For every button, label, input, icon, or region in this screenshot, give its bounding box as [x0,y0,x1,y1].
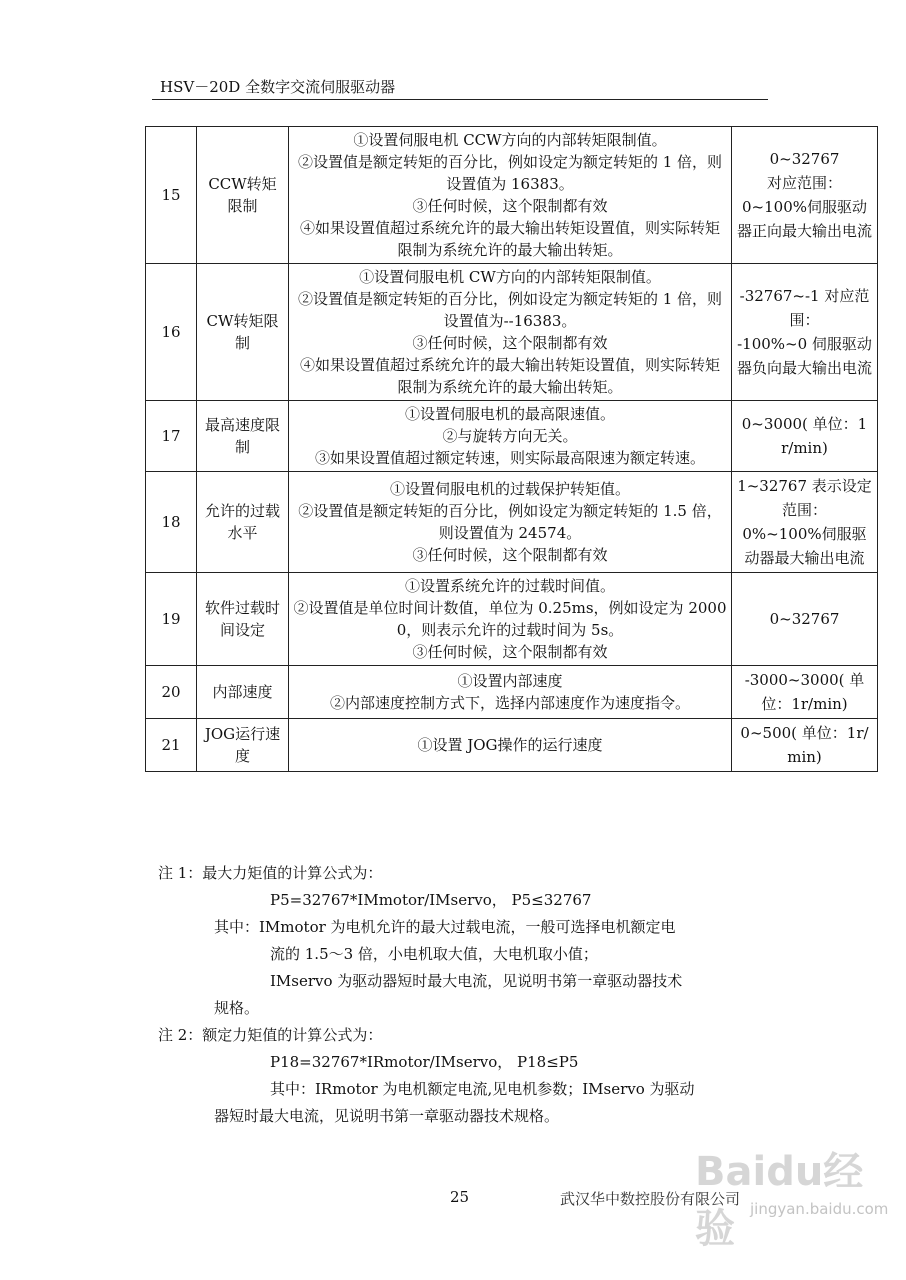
range-line: 0%~100%伺服驱动器最大输出电流 [742,525,867,567]
parameter-table-body [146,127,878,772]
description-line: ②与旋转方向无关。 [442,427,578,445]
note2-explanation-line1: 其中：IRmotor 为电机额定电流,见电机参数；IMservo 为驱动 [270,1080,695,1098]
watermark-logo: Baidu经验 [695,1149,864,1252]
description-line: ②设置值是单位时间计数值，单位为 0.25ms，例如设定为 20000，则表示允许的过载时间为 5s。 [293,599,727,639]
range-line: 1~32767 表示设定范围： [737,477,872,519]
range-line: 0~32767 [769,150,840,168]
param-name: CCW转矩限制 [197,127,289,264]
description-line: ②设置值是额定转矩的百分比，例如设定为额定转矩的 1.5 倍，则设置值为 24574。 [298,502,722,542]
param-description [289,719,732,772]
description-line: ①设置伺服电机的最高限速值。 [404,405,615,423]
param-number: 21 [146,719,197,772]
range-line: 0~32767 [769,610,840,628]
watermark-url: jingyan.baidu.com [750,1200,889,1218]
description-line: ③任何时候，这个限制都有效 [412,643,608,661]
param-description [289,264,732,401]
company-name: 武汉华中数控股份有限公司 [560,1190,741,1208]
param-name: JOG运行速度 [197,719,289,772]
note1-label: 注 1：最大力矩值的计算公式为： [158,864,383,882]
param-range [732,264,878,401]
note1-explanation-line1: 其中：IMmotor 为电机允许的最大过载电流，一般可选择电机额定电 [214,918,676,936]
description-line: ①设置伺服电机的过载保护转矩值。 [389,480,630,498]
description-line: ①设置伺服电机 CW方向的内部转矩限制值。 [359,268,661,286]
param-description [289,573,732,666]
param-number: 19 [146,573,197,666]
param-description [289,127,732,264]
param-description [289,666,732,719]
range-line: 0~500( 单位：1r/min) [740,724,869,766]
range-line: -100%~0 伺服驱动器负向最大输出电流 [736,335,872,377]
param-range [732,666,878,719]
param-range [732,401,878,472]
range-line: 0~100%伺服驱动器正向最大输出电流 [736,198,872,240]
description-line: ①设置内部速度 [457,672,563,690]
param-range [732,472,878,573]
description-line: ③任何时候，这个限制都有效 [412,197,608,215]
description-line: ③任何时候，这个限制都有效 [412,546,608,564]
table-row [146,264,878,401]
param-number: 15 [146,127,197,264]
description-line: ①设置伺服电机 CCW方向的内部转矩限制值。 [353,131,667,149]
param-number: 17 [146,401,197,472]
table-row [146,401,878,472]
description-line: ①设置系统允许的过载时间值。 [404,577,615,595]
parameter-table [145,126,878,772]
param-name: 允许的过载水平 [197,472,289,573]
notes-section [158,860,768,1130]
note1-formula: P5=32767*IMmotor/IMservo， P5≤32767 [270,891,592,909]
range-line: -3000~3000( 单位：1r/min) [744,671,865,713]
table-row [146,666,878,719]
param-name: 内部速度 [197,666,289,719]
description-line: ②设置值是额定转矩的百分比，例如设定为额定转矩的 1 倍，则设置值为--16383。 [297,290,723,330]
param-range [732,719,878,772]
header-divider [152,99,768,100]
param-number: 16 [146,264,197,401]
description-line: ③任何时候，这个限制都有效 [412,334,608,352]
note2-explanation-line2: 器短时最大电流，见说明书第一章驱动器技术规格。 [214,1107,560,1125]
document-header-title: HSV－20D 全数字交流伺服驱动器 [160,78,396,96]
param-name: 软件过载时间设定 [197,573,289,666]
note1-explanation-line3: IMservo 为驱动器短时最大电流，见说明书第一章驱动器技术 [270,972,683,990]
table-row [146,472,878,573]
description-line: ④如果设置值超过系统允许的最大输出转矩设置值，则实际转矩限制为系统允许的最大输出转矩。 [299,356,720,396]
table-row [146,719,878,772]
param-name: 最高速度限制 [197,401,289,472]
param-description [289,401,732,472]
param-number: 20 [146,666,197,719]
note2-label: 注 2：额定力矩值的计算公式为： [158,1026,383,1044]
table-row [146,127,878,264]
param-range [732,127,878,264]
baidu-watermark [695,1140,889,1252]
page-number: 25 [450,1188,470,1206]
param-range [732,573,878,666]
range-line: 0~3000( 单位：1r/min) [741,415,868,457]
description-line: ①设置 JOG操作的运行速度 [417,736,603,754]
description-line: ②内部速度控制方式下，选择内部速度作为速度指令。 [329,694,690,712]
table-row [146,573,878,666]
note1-explanation-line2: 流的 1.5～3 倍，小电机取大值，大电机取小值； [270,945,598,963]
description-line: ③如果设置值超过额定转速，则实际最高限速为额定转速。 [314,449,705,467]
note1-explanation-line4: 规格。 [214,999,260,1017]
param-number: 18 [146,472,197,573]
param-name: CW转矩限制 [197,264,289,401]
range-line: 对应范围： [766,174,842,192]
description-line: ④如果设置值超过系统允许的最大输出转矩设置值，则实际转矩限制为系统允许的最大输出转矩。 [299,219,720,259]
description-line: ②设置值是额定转矩的百分比，例如设定为额定转矩的 1 倍，则设置值为 16383。 [297,153,723,193]
range-line: -32767~-1 对应范围： [739,287,870,329]
note2-formula: P18=32767*IRmotor/IMservo， P18≤P5 [270,1053,579,1071]
param-description [289,472,732,573]
